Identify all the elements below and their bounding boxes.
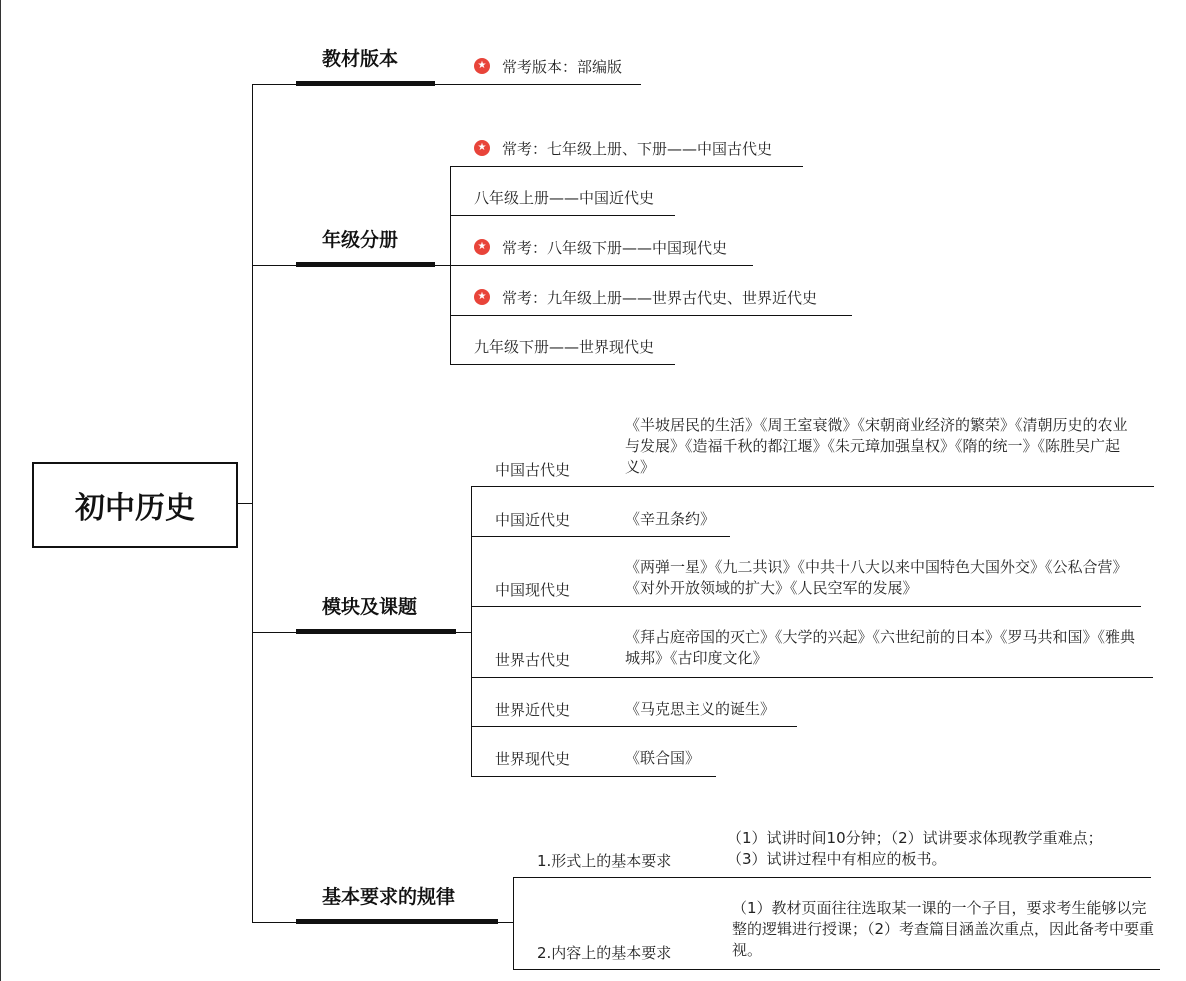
main-trunk (252, 84, 253, 923)
root-node[interactable] (32, 462, 238, 548)
branch-grades[interactable] (322, 225, 398, 252)
trunk-to-textbook (252, 84, 296, 85)
module-row-underline (471, 536, 730, 537)
grade-item-text: 常考：七年级上册、下册——中国古代史 (502, 140, 773, 158)
requirement-detail-text: （1）试讲时间10分钟；（2）试讲要求体现教学重难点；（3）试讲过程中有相应的板书。 (727, 829, 1103, 868)
star-icon: ★ (474, 239, 490, 255)
module-name[interactable] (495, 649, 570, 670)
grade-item[interactable] (474, 287, 817, 308)
module-topics (625, 557, 1140, 599)
grade-item-text: 九年级下册——世界现代史 (474, 338, 655, 356)
module-name[interactable] (495, 699, 570, 720)
grade-item-underline (450, 315, 852, 316)
branch-grades-label: 年级分册 (322, 229, 399, 251)
branch-requirements-underline (296, 919, 498, 924)
requirement-name-text: 1.形式上的基本要求 (537, 852, 672, 870)
grade-item[interactable] (474, 187, 654, 208)
requirement-detail-text: （1）教材页面往往选取某一课的一个子目，要求考生能够以完整的逻辑进行授课；（2）考查篇目涵盖次重点，因此备考中要重视。 (732, 899, 1155, 959)
grade-item[interactable] (474, 237, 727, 258)
requirements-sub-trunk (513, 877, 514, 969)
frame-edge (0, 0, 1, 981)
module-row-underline (471, 677, 1153, 678)
module-topics-text: 《马克思主义的诞生》 (625, 700, 776, 718)
module-topics-text: 《两弹一星》《九二共识》《中共十八大以来中国特色大国外交》《公私合营》《对外开放领域的扩大》《人民空军的发展》 (625, 558, 1128, 597)
branch-modules[interactable] (322, 592, 417, 619)
requirement-detail (732, 898, 1157, 961)
module-name-text: 中国现代史 (495, 581, 571, 599)
branch-requirements[interactable] (322, 882, 455, 909)
branch-requirements-label: 基本要求的规律 (322, 886, 456, 908)
module-row-underline (471, 486, 1154, 487)
grades-stub (435, 265, 450, 266)
module-row-underline (471, 606, 1141, 607)
module-name[interactable] (495, 579, 570, 600)
branch-modules-label: 模块及课题 (322, 596, 418, 618)
grade-item-underline (450, 265, 753, 266)
root-title: 初中历史 (75, 491, 195, 526)
textbook-connector (435, 84, 641, 85)
trunk-to-grades (252, 265, 296, 266)
branch-modules-underline (296, 629, 456, 634)
star-icon: ★ (474, 289, 490, 305)
module-topics (625, 748, 1140, 769)
module-topics (625, 415, 1140, 478)
grade-item[interactable] (474, 138, 772, 159)
branch-textbook[interactable] (322, 44, 398, 71)
module-topics (625, 627, 1140, 669)
grade-item-underline (450, 364, 675, 365)
module-topics-text: 《半坡居民的生活》《周王室衰微》《宋朝商业经济的繁荣》《清朝历史的农业与发展》《造福千秋的都江堰》《朱元璋加强皇权》《隋的统一》《陈胜吴广起义》 (625, 416, 1128, 476)
branch-textbook-underline (296, 81, 435, 86)
star-icon: ★ (474, 140, 490, 156)
trunk-to-modules (252, 632, 296, 633)
requirement-row-underline (513, 969, 1160, 970)
grade-item-text: 常考：九年级上册——世界古代史、世界近代史 (502, 289, 818, 307)
module-name-text: 世界近代史 (495, 701, 571, 719)
module-topics-text: 《辛丑条约》 (625, 510, 716, 528)
trunk-to-requirements (252, 922, 296, 923)
module-row-underline (471, 726, 797, 727)
module-name[interactable] (495, 748, 570, 769)
requirement-detail (727, 828, 1112, 870)
grade-item-underline (450, 215, 675, 216)
branch-grades-underline (296, 262, 435, 267)
module-topics (625, 509, 1140, 530)
modules-stub (456, 632, 471, 633)
module-topics-text: 《拜占庭帝国的灭亡》《大学的兴起》《六世纪前的日本》《罗马共和国》《雅典城邦》《古印度文化》 (625, 628, 1136, 667)
root-connector (236, 503, 252, 504)
requirement-name[interactable] (537, 942, 671, 963)
grade-item-underline (450, 166, 803, 167)
textbook-item-text: 常考版本：部编版 (502, 58, 623, 76)
module-name-text: 世界古代史 (495, 651, 571, 669)
requirements-stub (498, 922, 513, 923)
module-name-text: 中国古代史 (495, 461, 571, 479)
module-name[interactable] (495, 509, 570, 530)
branch-textbook-label: 教材版本 (322, 48, 399, 70)
module-topics-text: 《联合国》 (625, 749, 701, 767)
module-row-underline (471, 776, 716, 777)
star-icon: ★ (474, 58, 490, 74)
requirement-name-text: 2.内容上的基本要求 (537, 944, 672, 962)
textbook-item[interactable] (474, 56, 622, 77)
module-topics (625, 699, 1140, 720)
module-name-text: 世界现代史 (495, 750, 571, 768)
requirement-row-underline (513, 877, 1151, 878)
grade-item-text: 八年级上册——中国近代史 (474, 189, 655, 207)
grade-item[interactable] (474, 336, 654, 357)
modules-sub-trunk (471, 486, 472, 776)
grade-item-text: 常考：八年级下册——中国现代史 (502, 239, 728, 257)
module-name[interactable] (495, 459, 570, 480)
requirement-name[interactable] (537, 850, 671, 871)
module-name-text: 中国近代史 (495, 511, 571, 529)
